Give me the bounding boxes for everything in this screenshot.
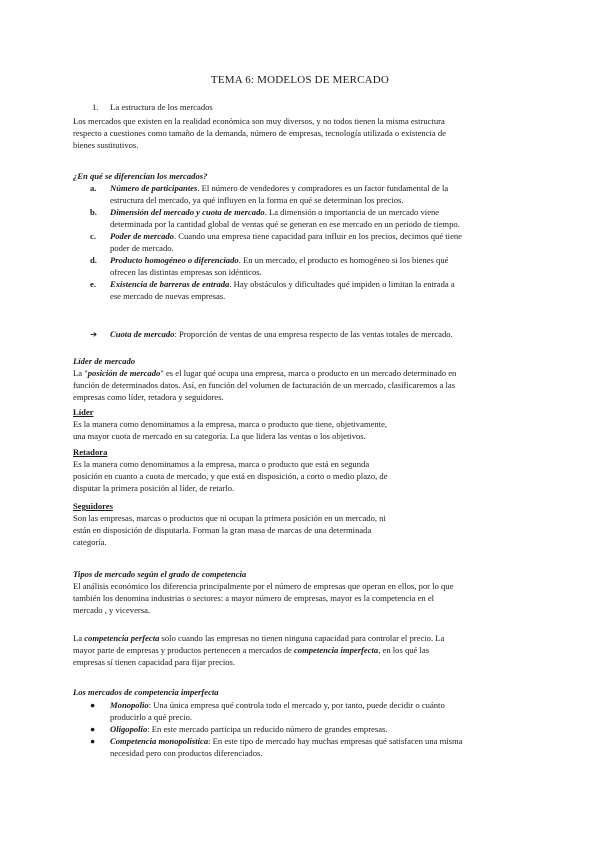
paragraph-line: disputar la primera posición al líder, de retarlo.: [73, 483, 235, 493]
list-item: ● Competencia monopolística: En este tipo de mercado hay muchas empresas qué satisfacen una misma necesidad pero con productos diferenciados.: [90, 736, 463, 758]
paragraph-line: empresas como líder, retadora y seguidores.: [73, 392, 224, 402]
subheading-lider: Líder: [73, 407, 94, 417]
competition-paragraph: [73, 632, 525, 668]
bullet-icon: ●: [90, 700, 96, 710]
paragraph-line: Son las empresas, marcas o productos que ni ocupan la primera posición en un mercado, ni: [73, 513, 386, 523]
paragraph-line: La "posición de mercado" es el lugar qué ocupa una empresa, marca o producto en un mercado determinado en: [73, 368, 457, 378]
paragraph-line: mercado , y viceversa.: [73, 605, 151, 615]
paragraph-line: empresas sí tienen capacidad para fijar precios.: [73, 657, 236, 667]
paragraph-line: están en disposición de disputarla. Forman la gran masa de marcas de una determinada: [73, 525, 372, 535]
bullet-icon: ●: [90, 724, 96, 734]
paragraph-line: posición en cuanto a cuota de mercado, y que está en disposición, a corto o medio plazo, de: [73, 471, 388, 481]
section-intro: [73, 115, 525, 151]
differ-list: [90, 182, 522, 302]
leader-heading: Líder de mercado: [73, 356, 136, 366]
paragraph-line: respecto a cuestiones como tamaño de la demanda, número de empresas, tecnología utilizada o existencia de: [73, 128, 446, 138]
paragraph-line: La competencia perfecta solo cuando las empresas no tienen ninguna capacidad para controlar el precio. La: [73, 633, 445, 643]
paragraph-line: Los mercados que existen en la realidad económica son muy diversos, y no todos tienen la misma estructura: [73, 116, 445, 126]
types-paragraph: [73, 580, 525, 616]
list-item: ● Monopolio: Una única empresa qué controla todo el mercado y, por tanto, puede decidir o cuánto producirlo a qué precio.: [90, 700, 445, 722]
imperfect-heading: Los mercados de competencia imperfecta: [73, 687, 219, 697]
subheading-seguidores: Seguidores: [73, 501, 113, 511]
paragraph-line: Es la manera como denominamos a la empresa, marca o producto que tiene, objetivamente,: [73, 419, 388, 429]
section-heading: [92, 101, 213, 113]
list-item: d. Producto homogéneo o diferenciado. En un mercado, el producto es homogéneo si los bienes qué ofrecen las distintas empresas son idénticos.: [90, 255, 449, 277]
leader-intro: [73, 367, 525, 403]
bullet-icon: ●: [90, 736, 96, 746]
imperfect-list: [90, 699, 522, 759]
lider-section: [73, 406, 525, 442]
paragraph-line: mayor parte de empresas y productos pertenecen a mercados de competencia imperfecta, en los qué las: [73, 645, 430, 655]
list-item: b. Dimensión del mercado y cuota de mercado. La dimensión o importancia de un mercado viene determinada por la cantidad global de ventas qué se generan en ese mercado en un periodo de tiempo.: [90, 207, 460, 229]
section-number: 1.: [92, 102, 99, 112]
types-heading: Tipos de mercado según el grado de competencia: [73, 569, 247, 579]
list-item: a. Número de participantes. El número de vendedores y compradores es un factor fundamental de la estructura del mercado, ya qué influyen en la forma en qué se determinan los precios.: [90, 183, 449, 205]
list-item: ● Oligopolio: En este mercado participa un reducido número de grandes empresas.: [90, 724, 388, 734]
paragraph-line: bienes sustitutivos.: [73, 140, 139, 150]
paragraph-line: categoría.: [73, 537, 107, 547]
market-share-note: ➔ Cuota de mercado: Proporción de ventas de una empresa respecto de las ventas totales de mercado.: [90, 329, 453, 339]
paragraph-line: Es la manera como denominamos a la empresa, marca o producto que está en segunda: [73, 459, 370, 469]
seguidores-section: [73, 500, 525, 548]
paragraph-line: una mayor cuota de mercado en su categoría. La que lidera las ventas o los objetivos.: [73, 431, 366, 441]
list-item: e. Existencia de barreras de entrada. Hay obstáculos y dificultades qué impiden o limitan la entrada a ese mercado de nuevas empresas.: [90, 279, 455, 301]
paragraph-line: función de determinados datos. Así, en función del volumen de facturación de un mercado, clasificaremos a las: [73, 380, 456, 390]
subheading-retadora: Retadora: [73, 447, 108, 457]
differ-question: ¿En qué se diferencian los mercados?: [73, 171, 208, 181]
paragraph-line: El análisis económico los diferencia principalmente por el número de empresas que operan en ellos, por lo que: [73, 581, 454, 591]
page-title: TEMA 6: MODELOS DE MERCADO: [210, 74, 390, 86]
arrow-icon: ➔: [90, 329, 98, 339]
retadora-section: [73, 446, 525, 494]
paragraph-line: también los denomina industrias o sectores: a mayor número de empresas, mayor es la competencia en el: [73, 593, 435, 603]
section-title: La estructura de los mercados: [110, 102, 213, 112]
list-item: c. Poder de mercado. Cuando una empresa tiene capacidad para influir en los precios, decimos qué tiene poder de mercado.: [90, 231, 462, 253]
